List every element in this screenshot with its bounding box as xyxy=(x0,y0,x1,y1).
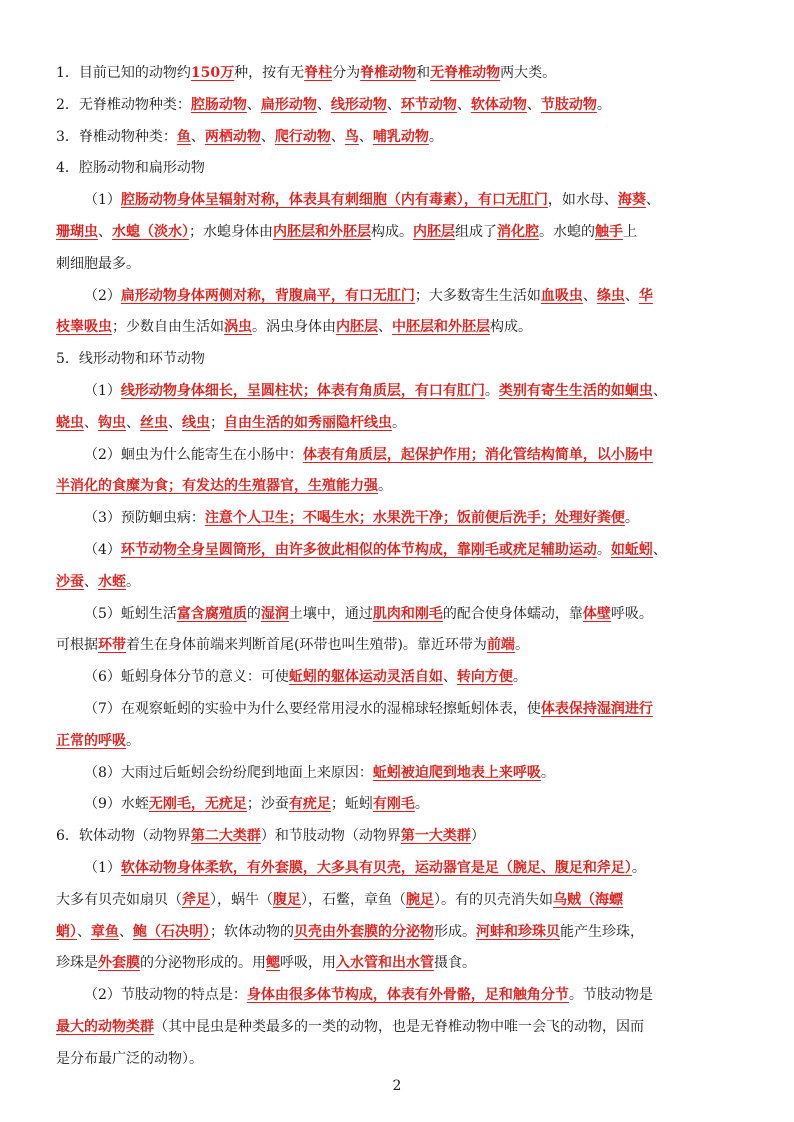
highlighted-answer: 钩虫 xyxy=(98,414,126,431)
highlighted-answer: 斧足 xyxy=(182,891,210,908)
document-body xyxy=(56,58,740,1076)
text-run: 、 xyxy=(77,923,91,940)
text-run: 摄食。 xyxy=(434,955,476,972)
text-line xyxy=(56,408,740,440)
text-run: 、 xyxy=(190,128,205,145)
highlighted-answer: 脊椎动物 xyxy=(360,65,417,81)
highlighted-answer: 两栖动物 xyxy=(204,128,261,145)
highlighted-answer: 绦虫 xyxy=(596,287,625,304)
highlighted-answer: 最大的动物类群 xyxy=(56,1018,154,1035)
highlighted-answer: 华 xyxy=(638,287,653,304)
text-run: 、 xyxy=(652,541,667,558)
text-run: 、 xyxy=(84,573,98,590)
highlighted-answer: 自由生活的如秀丽隐杆线虫 xyxy=(224,414,392,431)
highlighted-answer: 章鱼 xyxy=(91,923,119,940)
text-run: 。 xyxy=(540,764,555,781)
page-number: 2 xyxy=(392,1078,402,1094)
text-run: 形成。 xyxy=(434,923,476,940)
text-line xyxy=(56,503,740,535)
text-run: 、 xyxy=(316,96,331,113)
text-run: 着生在身体前端来判断首尾(环带也叫生殖带)。靠近环带为 xyxy=(126,637,487,654)
text-run: 、 xyxy=(652,382,667,399)
text-run: 能产生珍珠， xyxy=(560,923,644,940)
highlighted-answer: 鳃 xyxy=(266,955,280,972)
text-run: ）和节肢动物（动物界 xyxy=(260,828,401,845)
highlighted-answer: 内胚层和外胚层 xyxy=(273,223,371,240)
highlighted-answer: 线形动物 xyxy=(330,96,387,113)
text-run: 土壤中，通过 xyxy=(288,605,373,622)
text-run: 、 xyxy=(98,223,112,240)
text-line xyxy=(56,567,740,599)
text-run: （3）预防蛔虫病： xyxy=(84,510,205,527)
text-run: （2） xyxy=(84,287,121,304)
text-run: 。 xyxy=(484,382,499,399)
highlighted-answer: 第二大类群 xyxy=(190,828,261,845)
text-line xyxy=(56,535,740,567)
text-line xyxy=(56,726,740,758)
text-run: 。 xyxy=(378,478,392,495)
text-run: 。 xyxy=(392,414,406,431)
text-run: 呼吸，用 xyxy=(280,955,336,972)
highlighted-answer: 蚯蚓被迫爬到地表上来呼吸 xyxy=(372,764,541,781)
highlighted-answer: 转向方便 xyxy=(456,669,513,686)
text-run: 。 xyxy=(596,541,611,558)
highlighted-answer: 海葵 xyxy=(617,192,646,209)
highlighted-answer: 内胚层 xyxy=(336,319,378,336)
text-run: 4．腔肠动物和扁形动物 xyxy=(56,160,205,177)
text-line xyxy=(56,376,740,408)
highlighted-answer: 无脊椎动物 xyxy=(430,65,501,81)
highlighted-answer: 第一大类群 xyxy=(400,828,471,845)
text-line xyxy=(56,471,740,503)
text-run: 的 xyxy=(246,605,261,622)
text-run: 2．无脊椎动物种类： xyxy=(56,96,191,113)
text-run: ，如水母、 xyxy=(547,192,618,209)
text-run: ），石鳖，章鱼（ xyxy=(301,891,406,908)
text-run: 、 xyxy=(358,128,373,145)
text-run: 。 xyxy=(514,637,529,654)
highlighted-answer: 乌贼（海螵 xyxy=(553,891,623,908)
text-line xyxy=(56,344,740,376)
text-run: 、 xyxy=(126,414,140,431)
text-run: 、 xyxy=(645,192,660,209)
text-line xyxy=(56,58,740,90)
text-run: 、 xyxy=(84,414,98,431)
text-run: 可根据 xyxy=(56,637,98,654)
highlighted-answer: 无刚毛，无疣足 xyxy=(148,796,247,813)
text-run: （1） xyxy=(84,382,121,399)
highlighted-answer: 腔肠动物身体呈辐射对称，体表具有刺细胞（内有毒素），有口无肛门 xyxy=(120,192,548,209)
text-run: 构成。 xyxy=(371,223,413,240)
highlighted-answer: 蛲虫 xyxy=(56,414,84,431)
text-run: ），蜗牛（ xyxy=(210,891,273,908)
text-run: 6．软体动物（动物界 xyxy=(56,828,191,845)
highlighted-answer: 环带 xyxy=(98,637,126,654)
text-run: 、 xyxy=(526,96,541,113)
highlighted-answer: 蚯蚓的躯体运动灵活自如 xyxy=(288,669,443,686)
text-line xyxy=(56,281,740,313)
text-run: 、 xyxy=(260,128,275,145)
highlighted-answer: 扁形动物身体两侧对称，背腹扁平，有口无肛门 xyxy=(120,287,415,304)
text-run: 刺细胞最多。 xyxy=(56,255,140,272)
text-line xyxy=(56,312,740,344)
highlighted-answer: 注意个人卫生；不喝生水；水果洗干净；饭前便后洗手；处理好粪便 xyxy=(204,510,625,527)
text-run: 、 xyxy=(624,287,639,304)
highlighted-answer: 如蚯蚓 xyxy=(610,541,653,558)
highlighted-answer: 哺乳动物 xyxy=(372,128,429,145)
text-run: 上 xyxy=(623,223,637,240)
text-run: （5）蚯蚓生活 xyxy=(84,605,177,622)
highlighted-answer: 入水管和出水管 xyxy=(336,955,434,972)
highlighted-answer: 腹足 xyxy=(273,891,301,908)
text-line xyxy=(56,630,740,662)
highlighted-answer: 腕足 xyxy=(406,891,434,908)
text-run: 种，按有无 xyxy=(234,65,305,81)
text-run: 。 xyxy=(428,128,443,145)
text-run: 、 xyxy=(168,414,182,431)
highlighted-answer: 线虫 xyxy=(182,414,210,431)
text-run: （2）节肢动物的特点是： xyxy=(84,987,247,1004)
highlighted-answer: 脊柱 xyxy=(304,65,333,81)
highlighted-answer: 贝壳由外套膜的分泌物 xyxy=(294,923,434,940)
highlighted-answer: 鲍（石决明） xyxy=(133,923,210,940)
text-run: 。 xyxy=(624,510,639,527)
highlighted-answer: 体表保持湿润进行 xyxy=(540,700,653,717)
text-run: 和 xyxy=(416,65,431,81)
highlighted-answer: 鸟 xyxy=(344,128,359,145)
text-run: 。 xyxy=(631,859,646,876)
text-run: 。节肢动物是 xyxy=(568,987,653,1004)
text-run: （1） xyxy=(84,192,121,209)
text-line xyxy=(56,122,740,154)
highlighted-answer: 血吸虫 xyxy=(540,287,583,304)
text-run: 呼吸。 xyxy=(610,605,653,622)
text-run: ；水螅身体由 xyxy=(189,223,273,240)
highlighted-answer: 触手 xyxy=(595,223,623,240)
text-line xyxy=(56,1044,740,1076)
text-line xyxy=(56,1012,740,1044)
text-line xyxy=(56,758,740,790)
highlighted-answer: 枝睾吸虫 xyxy=(56,319,112,336)
text-run: 、 xyxy=(246,96,261,113)
text-run: 两大类。 xyxy=(500,65,557,81)
text-run: ；软体动物的 xyxy=(210,923,294,940)
text-line xyxy=(56,789,740,821)
highlighted-answer: 鱼 xyxy=(176,128,191,145)
highlighted-answer: 河蚌和珍珠贝 xyxy=(476,923,560,940)
text-run: 。水螅的 xyxy=(539,223,595,240)
text-run: 。涡虫身体由 xyxy=(252,319,336,336)
text-run: 、 xyxy=(378,319,392,336)
text-run: ；少数自由生活如 xyxy=(112,319,224,336)
text-line xyxy=(56,917,740,949)
highlighted-answer: 水蛭 xyxy=(98,573,126,590)
highlighted-answer: 150万 xyxy=(190,65,235,81)
highlighted-answer: 腔肠动物 xyxy=(190,96,247,113)
text-line xyxy=(56,217,740,249)
text-run: 、 xyxy=(386,96,401,113)
text-run: ；大多数寄生生活如 xyxy=(414,287,541,304)
highlighted-answer: 体壁 xyxy=(582,605,611,622)
text-run: ；沙蚕 xyxy=(246,796,289,813)
highlighted-answer: 软体动物 xyxy=(470,96,527,113)
text-run: （7）在观察蚯蚓的实验中为什么要经常用浸水的湿棉球轻擦蚯蚓体表，使 xyxy=(84,700,541,717)
text-run: 。 xyxy=(126,732,140,749)
text-line xyxy=(56,185,740,217)
highlighted-answer: 环节动物 xyxy=(400,96,457,113)
text-run: 5．线形动物和环节动物 xyxy=(56,351,205,368)
highlighted-answer: 线形动物身体细长，呈圆柱状；体表有角质层，有口有肛门 xyxy=(120,382,485,399)
highlighted-answer: 沙蚕 xyxy=(56,573,84,590)
text-run: （其中昆虫是种类最多的一类的动物，也是无脊椎动物中唯一会飞的动物，因而 xyxy=(154,1018,644,1035)
text-run: 的分泌物形成的。用 xyxy=(140,955,266,972)
text-run: 。 xyxy=(512,669,527,686)
text-run: ；蚯蚓 xyxy=(330,796,373,813)
text-line xyxy=(56,440,740,472)
highlighted-answer: 前端 xyxy=(486,637,515,654)
highlighted-answer: 软体动物身体柔软，有外套膜，大多具有贝壳，运动器官是足（腕足、腹足和斧足） xyxy=(120,859,632,876)
text-line xyxy=(56,821,740,853)
text-line xyxy=(56,853,740,885)
text-line xyxy=(56,980,740,1012)
text-run: 3．脊椎动物种类： xyxy=(56,128,177,145)
highlighted-answer: 有刚毛 xyxy=(372,796,415,813)
text-line xyxy=(56,885,740,917)
text-run: 、 xyxy=(330,128,345,145)
text-line xyxy=(56,599,740,631)
text-run: 、 xyxy=(456,96,471,113)
text-run: 。 xyxy=(414,796,429,813)
highlighted-answer: 肌肉和刚毛 xyxy=(372,605,443,622)
text-run: 1．目前已知的动物约 xyxy=(56,65,191,81)
highlighted-answer: 体表有角质层，起保护作用；消化管结构简单，以小肠中 xyxy=(302,446,653,463)
highlighted-answer: 环节动物全身呈圆筒形，由许多彼此相似的体节构成，靠刚毛或疣足辅助运动 xyxy=(120,541,597,558)
highlighted-answer: 湿润 xyxy=(260,605,289,622)
text-line xyxy=(56,153,740,185)
highlighted-answer: 蛸） xyxy=(56,923,77,940)
highlighted-answer: 外套膜 xyxy=(98,955,140,972)
text-run: 、 xyxy=(119,923,133,940)
highlighted-answer: 涡虫 xyxy=(224,319,252,336)
text-run: 。 xyxy=(126,573,140,590)
text-run: 。 xyxy=(596,96,611,113)
highlighted-answer: 类别有寄生生活的如蛔虫 xyxy=(498,382,653,399)
text-run: 组成了 xyxy=(455,223,497,240)
highlighted-answer: 节肢动物 xyxy=(540,96,597,113)
text-run: 的配合使身体蠕动，靠 xyxy=(442,605,583,622)
highlighted-answer: 爬行动物 xyxy=(274,128,331,145)
text-run: （8）大雨过后蚯蚓会纷纷爬到地面上来原因： xyxy=(84,764,373,781)
text-line xyxy=(56,694,740,726)
text-run: （2）蛔虫为什么能寄生在小肠中： xyxy=(84,446,303,463)
text-line xyxy=(56,948,740,980)
text-run: ） xyxy=(470,828,485,845)
highlighted-answer: 正常的呼吸 xyxy=(56,732,126,749)
highlighted-answer: 内胚层 xyxy=(413,223,455,240)
highlighted-answer: 富含腐殖质 xyxy=(176,605,247,622)
highlighted-answer: 中胚层和外胚层 xyxy=(392,319,490,336)
text-line xyxy=(56,249,740,281)
text-run: 珍珠是 xyxy=(56,955,98,972)
highlighted-answer: 有疣足 xyxy=(288,796,331,813)
text-run: 构成。 xyxy=(490,319,532,336)
text-run: 是分布最广泛的动物）。 xyxy=(56,1050,203,1067)
text-line xyxy=(56,662,740,694)
highlighted-answer: 珊瑚虫 xyxy=(56,223,98,240)
text-run: （1） xyxy=(84,859,121,876)
text-run: ； xyxy=(210,414,224,431)
highlighted-answer: 身体由很多体节构成，体表有外骨骼，足和触角分节 xyxy=(246,987,569,1004)
text-run: ）。有的贝壳消失如 xyxy=(434,891,553,908)
text-run: （9）水蛭 xyxy=(84,796,149,813)
text-run: 、 xyxy=(582,287,597,304)
text-run: 大多有贝壳如扇贝（ xyxy=(56,891,182,908)
highlighted-answer: 丝虫 xyxy=(140,414,168,431)
text-run: 、 xyxy=(442,669,457,686)
highlighted-answer: 半消化的食糜为食；有发达的生殖器官，生殖能力强 xyxy=(56,478,378,495)
text-run: 分为 xyxy=(332,65,361,81)
highlighted-answer: 水螅（淡水） xyxy=(112,223,189,240)
text-line xyxy=(56,90,740,122)
text-run: （6）蚯蚓身体分节的意义：可使 xyxy=(84,669,289,686)
highlighted-answer: 消化腔 xyxy=(497,223,539,240)
highlighted-answer: 扁形动物 xyxy=(260,96,317,113)
text-run: （4） xyxy=(84,541,121,558)
